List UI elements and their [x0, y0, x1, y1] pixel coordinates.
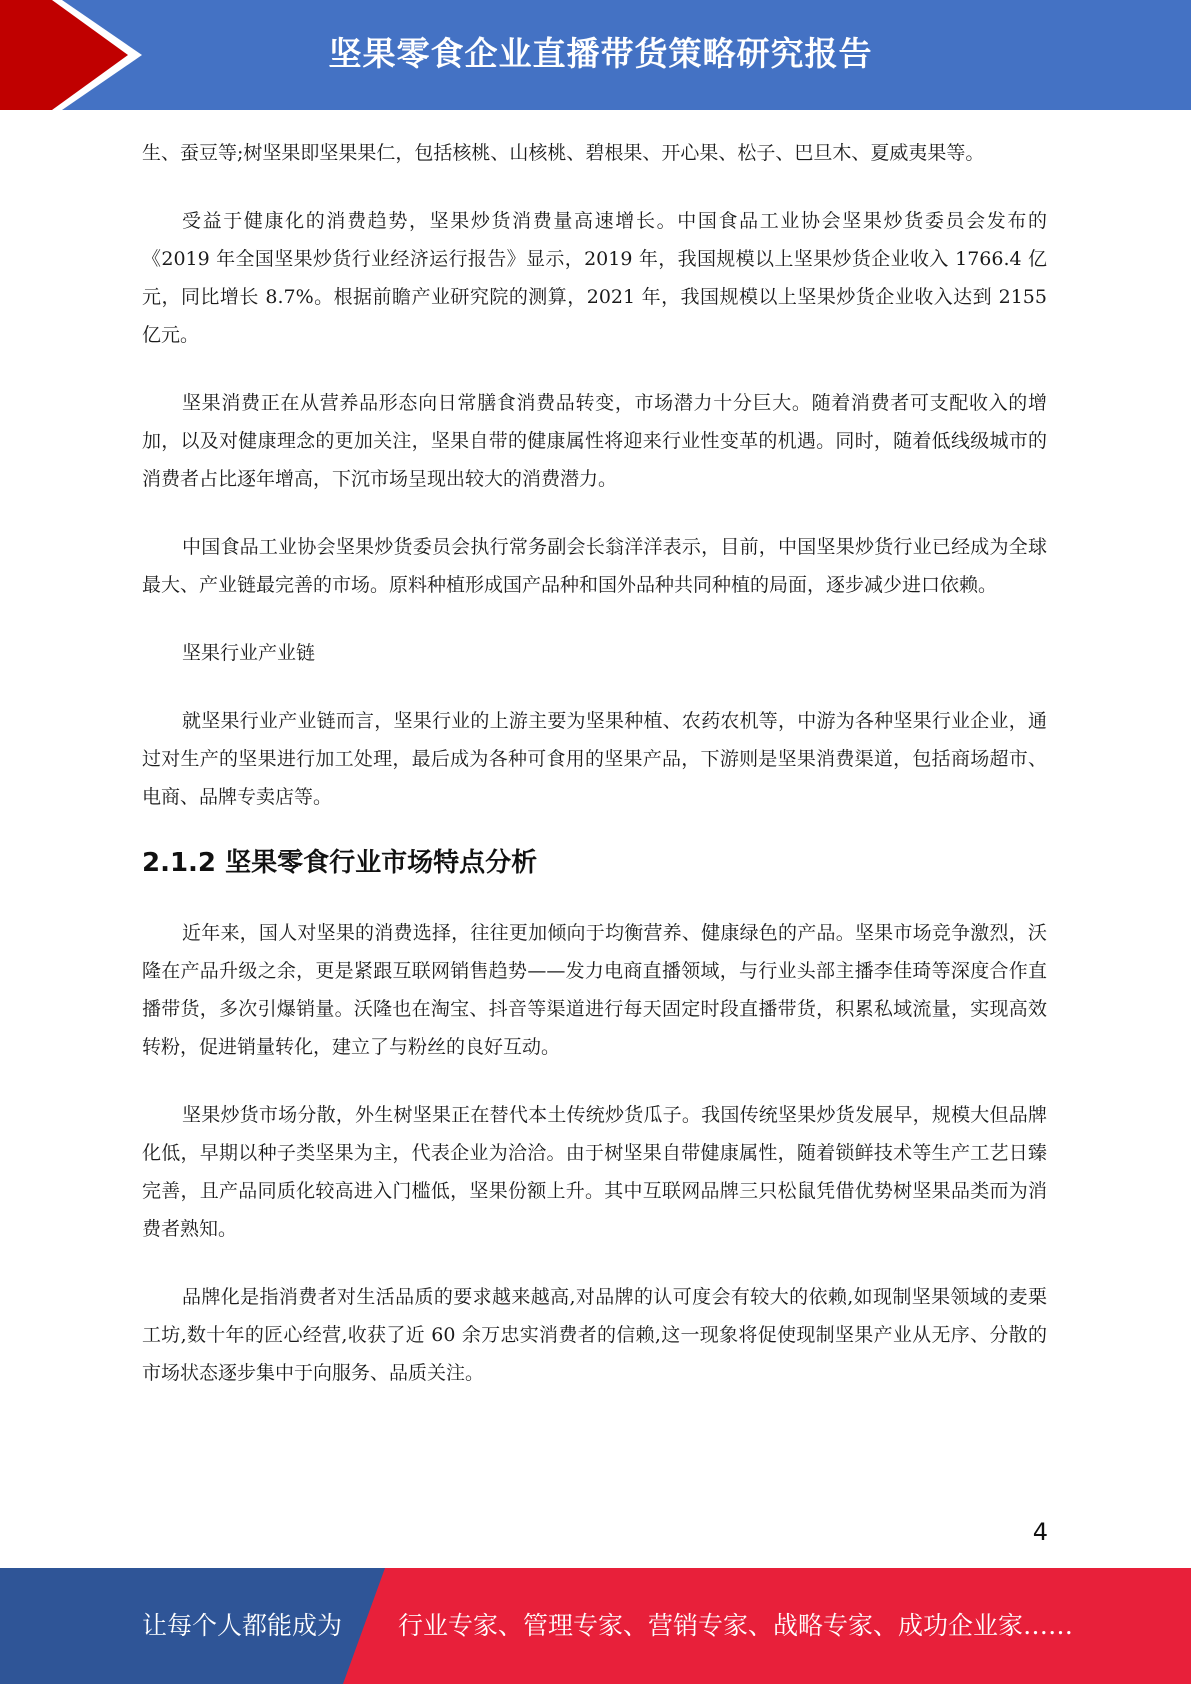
paragraph: 中国食品工业协会坚果炒货委员会执行常务副会长翁洋洋表示，目前，中国坚果炒货行业已经成为全球最大、产业链最完善的市场。原料种植形成国产品种和国外品种共同种植的局面，逐步减少进口依赖。 [142, 536, 1047, 596]
footer-slogan-right: 行业专家、管理专家、营销专家、战略专家、成功企业家…… [398, 1611, 1074, 1640]
footer-band [0, 1568, 1191, 1684]
paragraph: 近年来，国人对坚果的消费选择，往往更加倾向于均衡营养、健康绿色的产品。坚果市场竞争激烈，沃隆在产品升级之余，更是紧跟互联网销售趋势——发力电商直播领域，与行业头部主播李佳琦等深度合作直播带货，多次引爆销量。沃隆也在淘宝、抖音等渠道进行每天固定时段直播带货，积累私域流量，实现高效转粉，促进销量转化，建立了与粉丝的良好互动。 [142, 922, 1047, 1058]
paragraph: 坚果炒货市场分散，外生树坚果正在替代本土传统炒货瓜子。我国传统坚果炒货发展早，规模大但品牌化低，早期以种子类坚果为主，代表企业为洽洽。由于树坚果自带健康属性，随着锁鲜技术等生产工艺日臻完善，且产品同质化较高进入门槛低，坚果份额上升。其中互联网品牌三只松鼠凭借优势树坚果品类而为消费者熟知。 [142, 1104, 1047, 1240]
section-heading: 2.1.2 坚果零食行业市场特点分析 [142, 848, 538, 878]
page-number: 4 [1032, 1518, 1048, 1546]
paragraph: 受益于健康化的消费趋势，坚果炒货消费量高速增长。中国食品工业协会坚果炒货委员会发布的《2019 年全国坚果炒货行业经济运行报告》显示，2019 年，我国规模以上坚果炒货企业收入 1766.4 亿元，同比增长 8.7%。根据前瞻产业研究院的测算，2021 年，我国规模以上坚果炒货企业收入达到 2155 亿元。 [142, 210, 1047, 346]
subheading-industry-chain: 坚果行业产业链 [182, 642, 316, 664]
document-body [142, 134, 1047, 1422]
paragraph: 品牌化是指消费者对生活品质的要求越来越高,对品牌的认可度会有较大的依赖,如现制坚果领域的麦栗工坊,数十年的匠心经营,收获了近 60 余万忠实消费者的信赖,这一现象将促使现制坚果产业从无序、分散的市场状态逐步集中于向服务、品质关注。 [142, 1286, 1047, 1384]
paragraph-continuation: 生、蚕豆等;树坚果即坚果果仁，包括核桃、山核桃、碧根果、开心果、松子、巴旦木、夏威夷果等。 [142, 142, 985, 164]
footer-slogan-left: 让每个人都能成为 [142, 1611, 343, 1640]
paragraph: 坚果消费正在从营养品形态向日常膳食消费品转变，市场潜力十分巨大。随着消费者可支配收入的增加，以及对健康理念的更加关注，坚果自带的健康属性将迎来行业性变革的机遇。同时，随着低线级城市的消费者占比逐年增高，下沉市场呈现出较大的消费潜力。 [142, 392, 1047, 490]
document-title: 坚果零食企业直播带货策略研究报告 [328, 34, 873, 73]
paragraph: 就坚果行业产业链而言，坚果行业的上游主要为坚果种植、农药农机等，中游为各种坚果行业企业，通过对生产的坚果进行加工处理，最后成为各种可食用的坚果产品，下游则是坚果消费渠道，包括商场超市、电商、品牌专卖店等。 [142, 710, 1047, 808]
header-chevron-decoration [0, 0, 150, 110]
header-band [0, 0, 1191, 110]
